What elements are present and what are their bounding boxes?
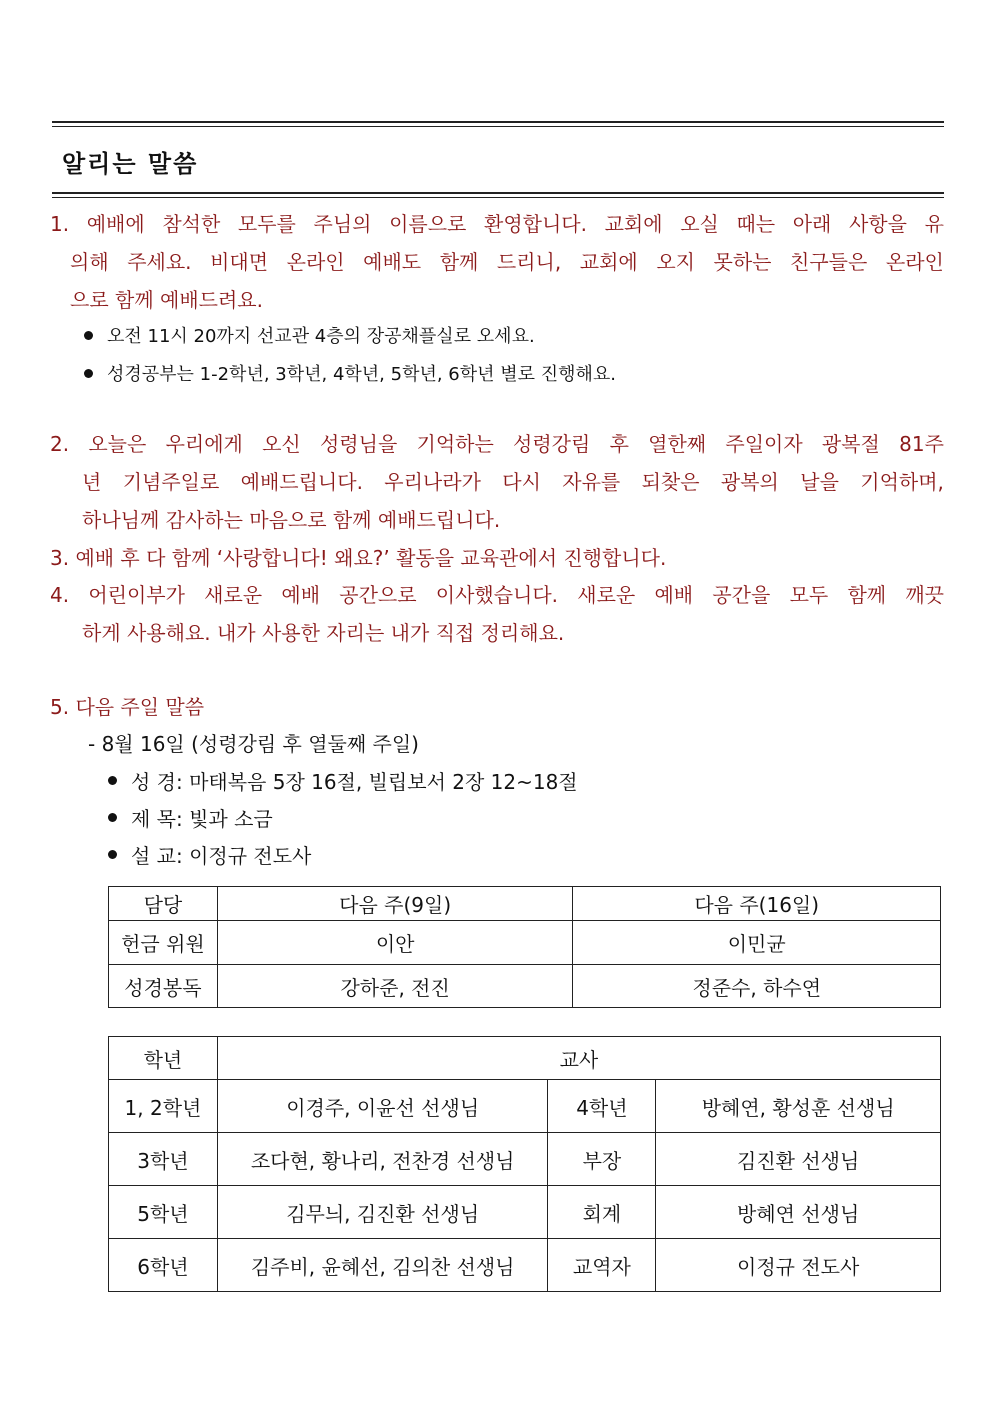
bullet-icon [84, 331, 93, 340]
word: 비대면 [210, 250, 269, 274]
bullet-icon [108, 813, 117, 822]
table-header-cell: 다음 주(16일) [573, 887, 941, 921]
word: 어린이부가 [88, 583, 185, 607]
table-header-row [109, 887, 941, 921]
announcement-4-line-1 [50, 576, 944, 614]
table-row [109, 921, 941, 965]
word: 주일이자 [725, 432, 803, 456]
announcement-1-line-2 [70, 243, 944, 281]
announcement-5-title: 5. 다음 주일 말씀 [50, 695, 205, 719]
announcement-2 [50, 425, 944, 539]
word: 기억하는 [416, 432, 494, 456]
word: 친구들은 [790, 250, 868, 274]
announcement-1-bullets [84, 316, 616, 392]
word: 온라인 [885, 250, 944, 274]
word: 예배 [654, 583, 694, 607]
list-item: 제 목: 빛과 소금 [108, 799, 578, 836]
table-row [109, 1080, 941, 1133]
page-title: 알리는 말씀 [62, 150, 199, 178]
announcement-1 [50, 205, 944, 319]
word: 새로운 [577, 583, 636, 607]
table-cell: 헌금 위원 [109, 921, 218, 965]
table-cell: 4학년 [548, 1080, 656, 1133]
table-cell: 조다현, 황나리, 전찬경 선생님 [217, 1133, 548, 1186]
table-cell: 이정규 전도사 [656, 1239, 941, 1292]
word: 예배도 [363, 250, 422, 274]
announcement-4-line-2: 하게 사용해요. 내가 사용한 자리는 내가 직접 정리해요. [82, 621, 565, 645]
word: 환영합니다. [484, 212, 587, 236]
word: 예배드립니다. [240, 470, 363, 494]
word: 공간으로 [339, 583, 417, 607]
word: 오늘은 [88, 432, 147, 456]
table-row [109, 1186, 941, 1239]
table-header-cell: 학년 [109, 1037, 218, 1080]
word: 아래 [792, 212, 832, 236]
word: 열한째 [648, 432, 707, 456]
top-double-rule [52, 121, 944, 127]
table-cell: 이경주, 이윤선 선생님 [217, 1080, 548, 1133]
word: 자유를 [562, 470, 621, 494]
word: 기억하며, [860, 470, 944, 494]
announcement-1-line-1 [50, 205, 944, 243]
next-sunday-details [108, 762, 578, 873]
list-item: 오전 11시 20까지 선교관 4층의 장공채플실로 오세요. [84, 316, 616, 354]
word: 예배 [281, 583, 321, 607]
word: 이사했습니다. [435, 583, 559, 607]
announcement-2-line-3: 하나님께 감사하는 마음으로 함께 예배드립니다. [82, 508, 501, 532]
word: 후 [609, 432, 629, 456]
table-cell: 방혜연 선생님 [656, 1186, 941, 1239]
word: 1. [50, 212, 70, 236]
table-cell: 이안 [217, 921, 573, 965]
table-header-cell: 담당 [109, 887, 218, 921]
word: 오지 [656, 250, 695, 274]
word: 참석한 [162, 212, 221, 236]
table-cell: 6학년 [109, 1239, 218, 1292]
table-cell: 김주비, 윤혜선, 김의찬 선생님 [217, 1239, 548, 1292]
word: 다시 [502, 470, 541, 494]
table-cell: 회계 [548, 1186, 656, 1239]
word: 함께 [439, 250, 479, 274]
table-row [109, 965, 941, 1008]
word: 교회에 [579, 250, 638, 274]
table-cell: 방혜연, 황성훈 선생님 [656, 1080, 941, 1133]
word: 날을 [800, 470, 839, 494]
table-header-cell: 교사 [217, 1037, 940, 1080]
word: 온라인 [286, 250, 345, 274]
heading-double-rule [52, 192, 944, 198]
bullet-icon [108, 850, 117, 859]
table-cell: 5학년 [109, 1186, 218, 1239]
table-cell: 부장 [548, 1133, 656, 1186]
table-cell: 교역자 [548, 1239, 656, 1292]
word: 광복절 [821, 432, 880, 456]
table-cell: 성경봉독 [109, 965, 218, 1008]
list-item: 성 경: 마태복음 5장 16절, 빌립보서 2장 12~18절 [108, 762, 578, 799]
list-item: 설 교: 이정규 전도사 [108, 836, 578, 873]
table-cell: 김무늬, 김진환 선생님 [217, 1186, 548, 1239]
table-cell: 김진환 선생님 [656, 1133, 941, 1186]
word: 모두를 [237, 212, 296, 236]
bullet-icon [84, 369, 93, 378]
word: 성령강림 [513, 432, 591, 456]
announcement-3: 3. 예배 후 다 함께 ‘사랑합니다! 왜요?’ 활동을 교육관에서 진행합니다. [50, 546, 667, 570]
word: 때는 [736, 212, 776, 236]
word: 깨끗 [905, 583, 944, 607]
word: 기념주일로 [122, 470, 220, 494]
word: 되찾은 [641, 470, 700, 494]
word: 년 [82, 470, 102, 494]
teacher-table [108, 1036, 941, 1292]
word: 교회에 [604, 212, 663, 236]
word: 공간을 [712, 583, 771, 607]
word: 모두 [789, 583, 829, 607]
announcement-2-line-2 [82, 463, 944, 501]
word: 의해 [70, 250, 109, 274]
word: 오신 [262, 432, 301, 456]
word: 함께 [847, 583, 887, 607]
word: 우리나라가 [384, 470, 481, 494]
word: 사항을 [848, 212, 907, 236]
word: 오실 [680, 212, 719, 236]
word: 2. [50, 432, 70, 456]
list-item: 성경공부는 1-2학년, 3학년, 4학년, 5학년, 6학년 별로 진행해요. [84, 354, 616, 392]
word: 이름으로 [389, 212, 467, 236]
table-header-row [109, 1037, 941, 1080]
word: 유 [924, 212, 944, 236]
table-row [109, 1239, 941, 1292]
table-cell: 1, 2학년 [109, 1080, 218, 1133]
table-row [109, 1133, 941, 1186]
word: 우리에게 [165, 432, 243, 456]
bullet-icon [108, 776, 117, 785]
word: 광복의 [720, 470, 779, 494]
table-cell: 이민균 [573, 921, 941, 965]
table-cell: 강하준, 전진 [217, 965, 573, 1008]
announcement-1-line-3: 으로 함께 예배드려요. [70, 288, 263, 312]
word: 예배에 [86, 212, 145, 236]
table-header-cell: 다음 주(9일) [217, 887, 573, 921]
word: 새로운 [204, 583, 263, 607]
announcement-4 [50, 576, 944, 652]
table-cell: 정준수, 하수연 [573, 965, 941, 1008]
next-sunday-date: - 8월 16일 (성령강림 후 열둘째 주일) [88, 732, 419, 756]
word: 드리니, [496, 250, 562, 274]
word: 4. [50, 583, 70, 607]
announcement-2-line-1 [50, 425, 944, 463]
word: 못하는 [713, 250, 772, 274]
word: 성령님을 [319, 432, 398, 456]
word: 81주 [899, 432, 944, 456]
table-cell: 3학년 [109, 1133, 218, 1186]
duty-table [108, 886, 941, 1008]
word: 주님의 [313, 212, 372, 236]
word: 주세요. [127, 250, 192, 274]
